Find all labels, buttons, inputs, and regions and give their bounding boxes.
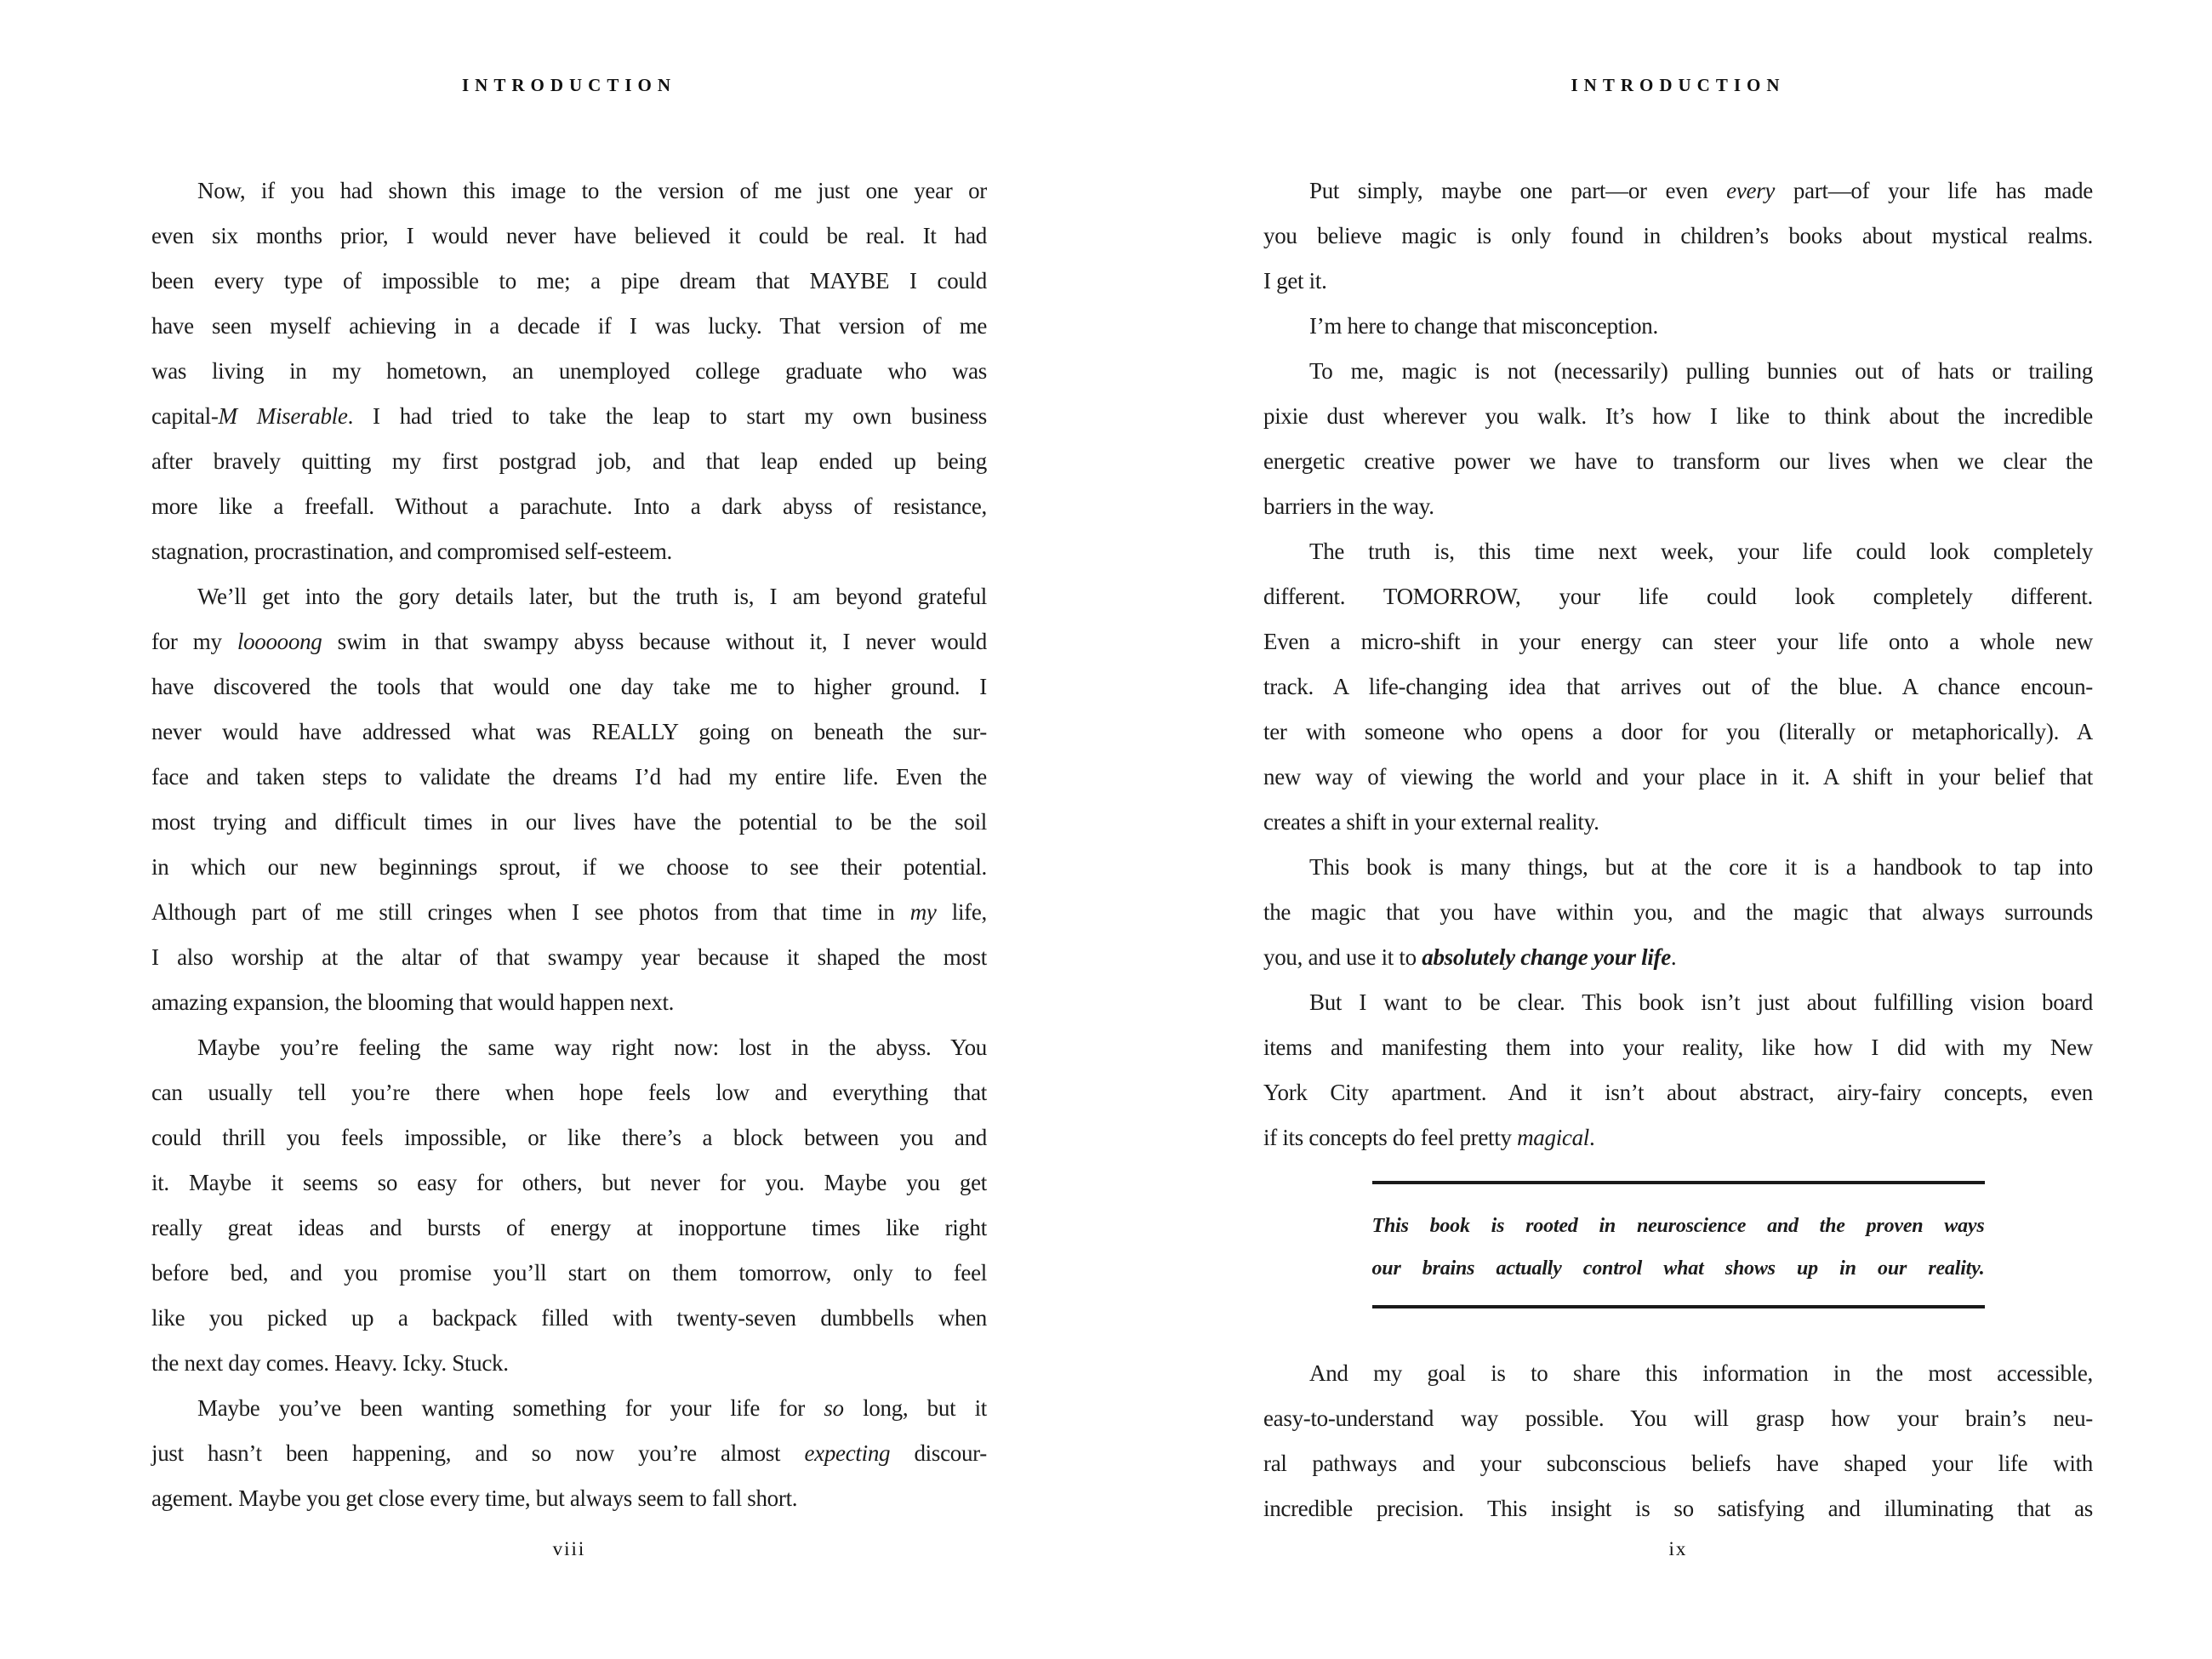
- text-line: [1263, 1441, 2093, 1486]
- text-line: [151, 755, 987, 800]
- body-text: have seen myself achieving in a decade if I was lucky. That version of me: [151, 313, 987, 339]
- body-text: barriers in the way.: [1263, 493, 1434, 519]
- body-text: Now, if you had shown this image to the version of me just one year or: [197, 178, 987, 203]
- text-line: [151, 1070, 987, 1115]
- text-line: [151, 1251, 987, 1296]
- body-text: if its concepts do feel pretty: [1263, 1125, 1518, 1150]
- callout-line: This book is rooted in neuroscience and the proven ways: [1371, 1215, 1985, 1237]
- text-line: [151, 1115, 987, 1160]
- text-line: [151, 935, 987, 980]
- text-line: [151, 574, 987, 619]
- text-line: [151, 890, 987, 935]
- body-text: The truth is, this time next week, your life could look completely: [1309, 539, 2093, 564]
- text-line: [1263, 845, 2093, 890]
- text-line: [1263, 214, 2093, 259]
- body-text: energetic creative power we have to transform our lives when we clear the: [1263, 448, 2093, 474]
- body-text: easy-to-understand way possible. You will grasp how your brain’s neu-: [1263, 1405, 2093, 1431]
- body-text: after bravely quitting my first postgrad job, and that leap ended up being: [151, 448, 987, 474]
- text-line: [151, 1025, 987, 1070]
- text-line: [151, 349, 987, 394]
- body-text: Maybe you’re feeling the same way right now: lost in the abyss. You: [197, 1035, 987, 1060]
- text-line: [1263, 619, 2093, 664]
- callout-line: our brains actually control what shows up in our reality.: [1371, 1257, 1985, 1280]
- body-text: incredible precision. This insight is so satisfying and illuminating that as: [1263, 1496, 2093, 1521]
- body-text: part—of your life has made: [1775, 178, 2093, 203]
- body-text: And my goal is to share this information in the most accessible,: [1309, 1360, 2093, 1386]
- body-text: items and manifesting them into your reality, like how I did with my New: [1263, 1035, 2093, 1060]
- body-text: Even a micro-shift in your energy can steer your life onto a whole new: [1263, 629, 2093, 654]
- text-line: [151, 619, 987, 664]
- body-text: amazing expansion, the blooming that would happen next.: [151, 989, 675, 1015]
- body-text: I’m here to change that misconception.: [1309, 313, 1658, 339]
- text-line: [1263, 259, 2093, 304]
- text-line: [151, 980, 987, 1025]
- body-text: have discovered the tools that would one day take me to higher ground. I: [151, 674, 987, 699]
- text-line: [151, 845, 987, 890]
- body-text: been every type of impossible to me; a pipe dream that MAYBE I could: [151, 268, 987, 294]
- emphasized-text: magical: [1517, 1125, 1589, 1150]
- body-text: really great ideas and bursts of energy at inopportune times like right: [151, 1215, 987, 1240]
- text-line: [1263, 394, 2093, 439]
- page-right: [1263, 73, 2093, 1596]
- page-left: [151, 73, 987, 1596]
- running-header-left: INTRODUCTION: [461, 75, 677, 95]
- body-text: ral pathways and your subconscious beliefs have shaped your life with: [1263, 1451, 2093, 1476]
- body-text: ter with someone who opens a door for you (literally or metaphorically). A: [1263, 719, 2093, 744]
- text-line: [151, 259, 987, 304]
- text-line: [1263, 710, 2093, 755]
- text-line: [1263, 890, 2093, 935]
- text-line: [1263, 1070, 2093, 1115]
- text-line: [1263, 574, 2093, 619]
- emphasized-text: M Miserable: [218, 403, 348, 429]
- body-text: Put simply, maybe one part—or even: [1309, 178, 1727, 203]
- text-line: [151, 710, 987, 755]
- body-text: Although part of me still cringes when I see photos from that time in: [151, 899, 910, 925]
- text-line: [151, 1476, 987, 1521]
- text-line: [1263, 1115, 2093, 1160]
- body-text: can usually tell you’re there when hope feels low and everything that: [151, 1080, 987, 1105]
- text-line: [151, 1386, 987, 1431]
- body-text: new way of viewing the world and your place in it. A shift in your belief that: [1263, 764, 2093, 790]
- text-line: [1263, 529, 2093, 574]
- page-body-right: [1263, 168, 2093, 1531]
- body-text: the magic that you have within you, and the magic that always surrounds: [1263, 899, 2093, 925]
- text-line: [151, 214, 987, 259]
- body-text: This book is many things, but at the core it is a handbook to tap into: [1309, 854, 2093, 880]
- text-line: [151, 1160, 987, 1206]
- text-line: [1263, 484, 2093, 529]
- body-text: I also worship at the altar of that swampy year because it shaped the most: [151, 944, 987, 970]
- text-line: [151, 664, 987, 710]
- body-text: just hasn’t been happening, and so now you’re almost: [151, 1440, 805, 1466]
- text-line: [1263, 439, 2093, 484]
- body-text: more like a freefall. Without a parachute. Into a dark abyss of resistance,: [151, 493, 987, 519]
- text-line: [1263, 349, 2093, 394]
- body-text: To me, magic is not (necessarily) pulling bunnies out of hats or trailing: [1309, 358, 2093, 384]
- body-text: you, and use it to: [1263, 944, 1422, 970]
- body-text: Maybe you’ve been wanting something for your life for: [197, 1395, 824, 1421]
- body-text: . I had tried to take the leap to start my own business: [347, 403, 988, 429]
- text-line: [151, 529, 987, 574]
- emphasized-text: so: [824, 1395, 844, 1421]
- body-text: capital-: [151, 403, 219, 429]
- text-line: [1263, 800, 2093, 845]
- body-text: creates a shift in your external reality.: [1263, 809, 1599, 835]
- text-line: [1263, 1396, 2093, 1441]
- body-text: York City apartment. And it isn’t about abstract, airy-fairy concepts, even: [1263, 1080, 2093, 1105]
- callout-quote: [1372, 1181, 1985, 1308]
- text-line: [151, 168, 987, 214]
- text-line: [151, 1206, 987, 1251]
- body-text: in which our new beginnings sprout, if we choose to see their potential.: [151, 854, 987, 880]
- body-text: life,: [936, 899, 987, 925]
- text-line: [1263, 664, 2093, 710]
- running-header-right: INTRODUCTION: [1571, 75, 1786, 95]
- body-text: .: [1589, 1125, 1595, 1150]
- body-text: face and taken steps to validate the dreams I’d had my entire life. Even the: [151, 764, 987, 790]
- page-number-right: ix: [1668, 1538, 1688, 1559]
- body-text: swim in that swampy abyss because without it, I never would: [322, 629, 988, 654]
- body-text: We’ll get into the gory details later, but the truth is, I am beyond grateful: [197, 584, 987, 609]
- body-text: never would have addressed what was REALLY going on beneath the sur-: [151, 719, 987, 744]
- text-line: [151, 1341, 987, 1386]
- text-line: [151, 394, 987, 439]
- text-line: [151, 304, 987, 349]
- body-text: you believe magic is only found in children’s books about mystical realms.: [1263, 223, 2093, 248]
- body-text: the next day comes. Heavy. Icky. Stuck.: [151, 1350, 509, 1376]
- body-text: .: [1670, 944, 1677, 970]
- body-text: long, but it: [843, 1395, 988, 1421]
- body-text: could thrill you feels impossible, or like there’s a block between you and: [151, 1125, 987, 1150]
- text-line: [151, 800, 987, 845]
- body-text: it. Maybe it seems so easy for others, but never for you. Maybe you get: [151, 1170, 987, 1195]
- body-text: I get it.: [1263, 268, 1327, 294]
- body-text: discour-: [890, 1440, 987, 1466]
- emphasized-text: looooong: [237, 629, 322, 654]
- text-line: [1263, 980, 2093, 1025]
- text-line: [1263, 1025, 2093, 1070]
- emphasized-text: my: [909, 899, 937, 925]
- text-line: [151, 484, 987, 529]
- body-text: for my: [151, 629, 237, 654]
- text-line: [1263, 935, 2093, 980]
- body-text: like you picked up a backpack filled with twenty-seven dumbbells when: [151, 1305, 987, 1331]
- body-text: agement. Maybe you get close every time, but always seem to fall short.: [151, 1485, 798, 1511]
- text-line: [151, 439, 987, 484]
- emphasized-text: expecting: [804, 1440, 891, 1466]
- body-text: But I want to be clear. This book isn’t just about fulfilling vision board: [1309, 989, 2093, 1015]
- body-text: before bed, and you promise you’ll start on them tomorrow, only to feel: [151, 1260, 987, 1286]
- page-body-left: [151, 168, 987, 1521]
- text-line: [1263, 304, 2093, 349]
- page-number-left: viii: [552, 1538, 586, 1559]
- body-text: different. TOMORROW, your life could look completely different.: [1263, 584, 2093, 609]
- text-line: [1263, 1351, 2093, 1396]
- text-line: [1263, 168, 2093, 214]
- text-line: [1263, 1486, 2093, 1531]
- text-line: [151, 1296, 987, 1341]
- emphasized-text: absolutely change your life: [1422, 944, 1671, 970]
- body-text: pixie dust wherever you walk. It’s how I like to think about the incredible: [1263, 403, 2093, 429]
- text-line: [151, 1431, 987, 1476]
- body-text: stagnation, procrastination, and compromised self-esteem.: [151, 539, 672, 564]
- body-text: was living in my hometown, an unemployed college graduate who was: [151, 358, 987, 384]
- body-text: track. A life-changing idea that arrives out of the blue. A chance encoun-: [1263, 674, 2093, 699]
- body-text: most trying and difficult times in our lives have the potential to be the soil: [151, 809, 987, 835]
- text-line: [1263, 755, 2093, 800]
- body-text: even six months prior, I would never have believed it could be real. It had: [151, 223, 987, 248]
- emphasized-text: every: [1726, 178, 1776, 203]
